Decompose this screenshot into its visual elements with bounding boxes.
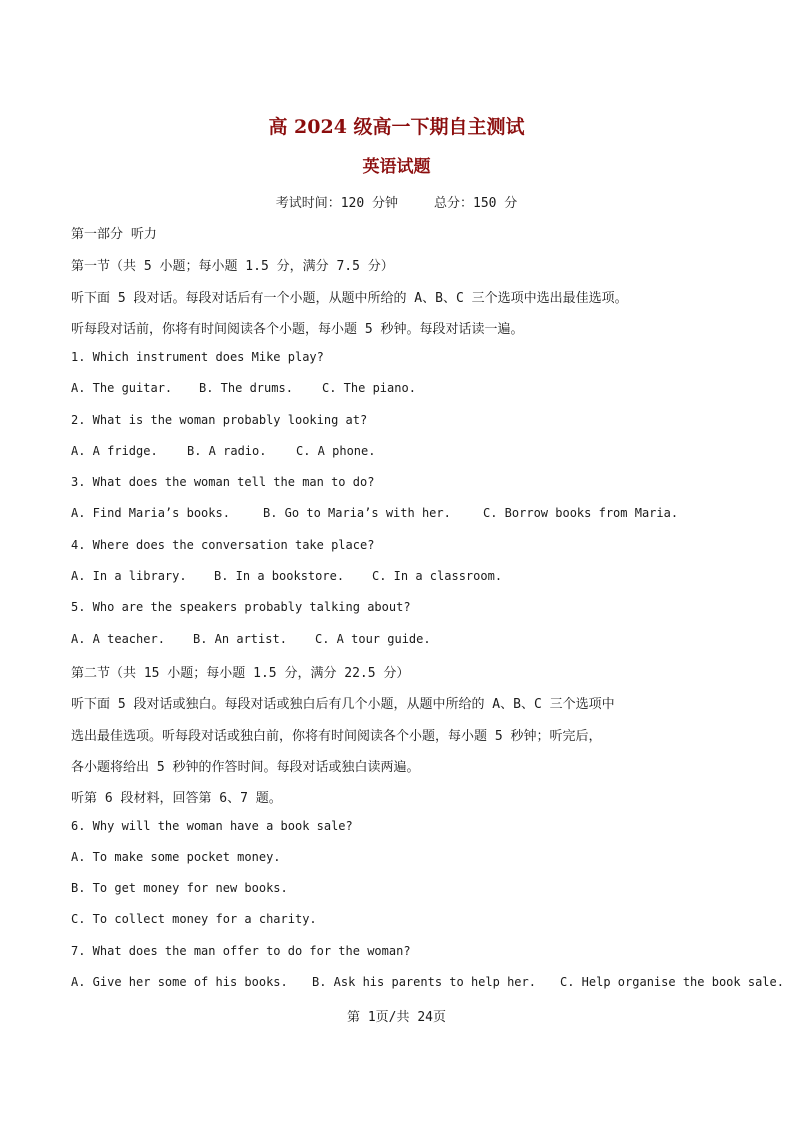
option-b: B. In a bookstore.: [214, 569, 345, 583]
section2-instruction: 各小题将给出 5 秒钟的作答时间。每段对话或独白读两遍。: [71, 760, 420, 775]
question-options: [71, 975, 784, 989]
question-options: [71, 569, 502, 583]
exam-time: 考试时间：120 分钟: [275, 196, 398, 211]
option-b: B. To get money for new books.: [71, 881, 288, 895]
section2-instruction: 听下面 5 段对话或独白。每段对话或独白后有几个小题，从题中所给的 A、B、C 三个选项中: [71, 697, 615, 712]
option-a: A. In a library.: [71, 569, 187, 583]
section1-heading: 第一节（共 5 小题；每小题 1.5 分，满分 7.5 分）: [71, 259, 394, 274]
total-score: 总分：150 分: [434, 196, 518, 211]
question-stem: 5. Who are the speakers probably talking about?: [71, 600, 411, 614]
section1-instruction: 听每段对话前，你将有时间阅读各个小题，每小题 5 秒钟。每段对话读一遍。: [71, 322, 524, 337]
option-c: C. A tour guide.: [315, 632, 431, 646]
exam-meta: [0, 192, 793, 211]
question-stem: 3. What does the woman tell the man to do?: [71, 475, 375, 489]
material-note: 听第 6 段材料，回答第 6、7 题。: [71, 791, 282, 806]
option-b: B. Go to Maria’s with her.: [263, 506, 451, 520]
exam-title: 高 2024 级高一下期自主测试: [268, 116, 525, 138]
question-stem: 1. Which instrument does Mike play?: [71, 350, 324, 364]
option-b: B. An artist.: [193, 632, 287, 646]
question-stem: 6. Why will the woman have a book sale?: [71, 819, 353, 833]
option-a: A. Find Maria’s books.: [71, 506, 230, 520]
option-a: A. Give her some of his books.: [71, 975, 288, 989]
option-b: B. A radio.: [187, 444, 267, 458]
section2-instruction: 选出最佳选项。听每段对话或独白前，你将有时间阅读各个小题，每小题 5 秒钟；听完后，: [71, 729, 602, 744]
question-stem: 7. What does the man offer to do for the woman?: [71, 944, 411, 958]
section1-instruction: 听下面 5 段对话。每段对话后有一个小题，从题中所给的 A、B、C 三个选项中选出最佳选项。: [71, 291, 628, 306]
option-b: B. Ask his parents to help her.: [312, 975, 536, 989]
option-c: C. Borrow books from Maria.: [483, 506, 679, 520]
option-a: A. A teacher.: [71, 632, 165, 646]
option-a: A. To make some pocket money.: [71, 850, 281, 864]
option-a: A. The guitar.: [71, 381, 173, 395]
page-number: 第 1页/共 24页: [347, 1010, 446, 1025]
option-c: C. In a classroom.: [372, 569, 503, 583]
section2-heading: 第二节（共 15 小题；每小题 1.5 分，满分 22.5 分）: [71, 666, 410, 681]
question-stem: 2. What is the woman probably looking at?: [71, 413, 368, 427]
option-a: A. A fridge.: [71, 444, 158, 458]
option-c: C. Help organise the book sale.: [560, 975, 784, 989]
exam-subtitle: 英语试题: [362, 157, 431, 177]
part-heading: 第一部分 听力: [71, 227, 157, 242]
question-stem: 4. Where does the conversation take place?: [71, 538, 375, 552]
option-c: C. The piano.: [322, 381, 416, 395]
option-c: C. A phone.: [296, 444, 376, 458]
option-c: C. To collect money for a charity.: [71, 912, 317, 926]
question-options: [71, 506, 678, 520]
option-b: B. The drums.: [199, 381, 293, 395]
question-options: [71, 632, 431, 646]
question-options: [71, 444, 375, 458]
question-options: [71, 381, 416, 395]
